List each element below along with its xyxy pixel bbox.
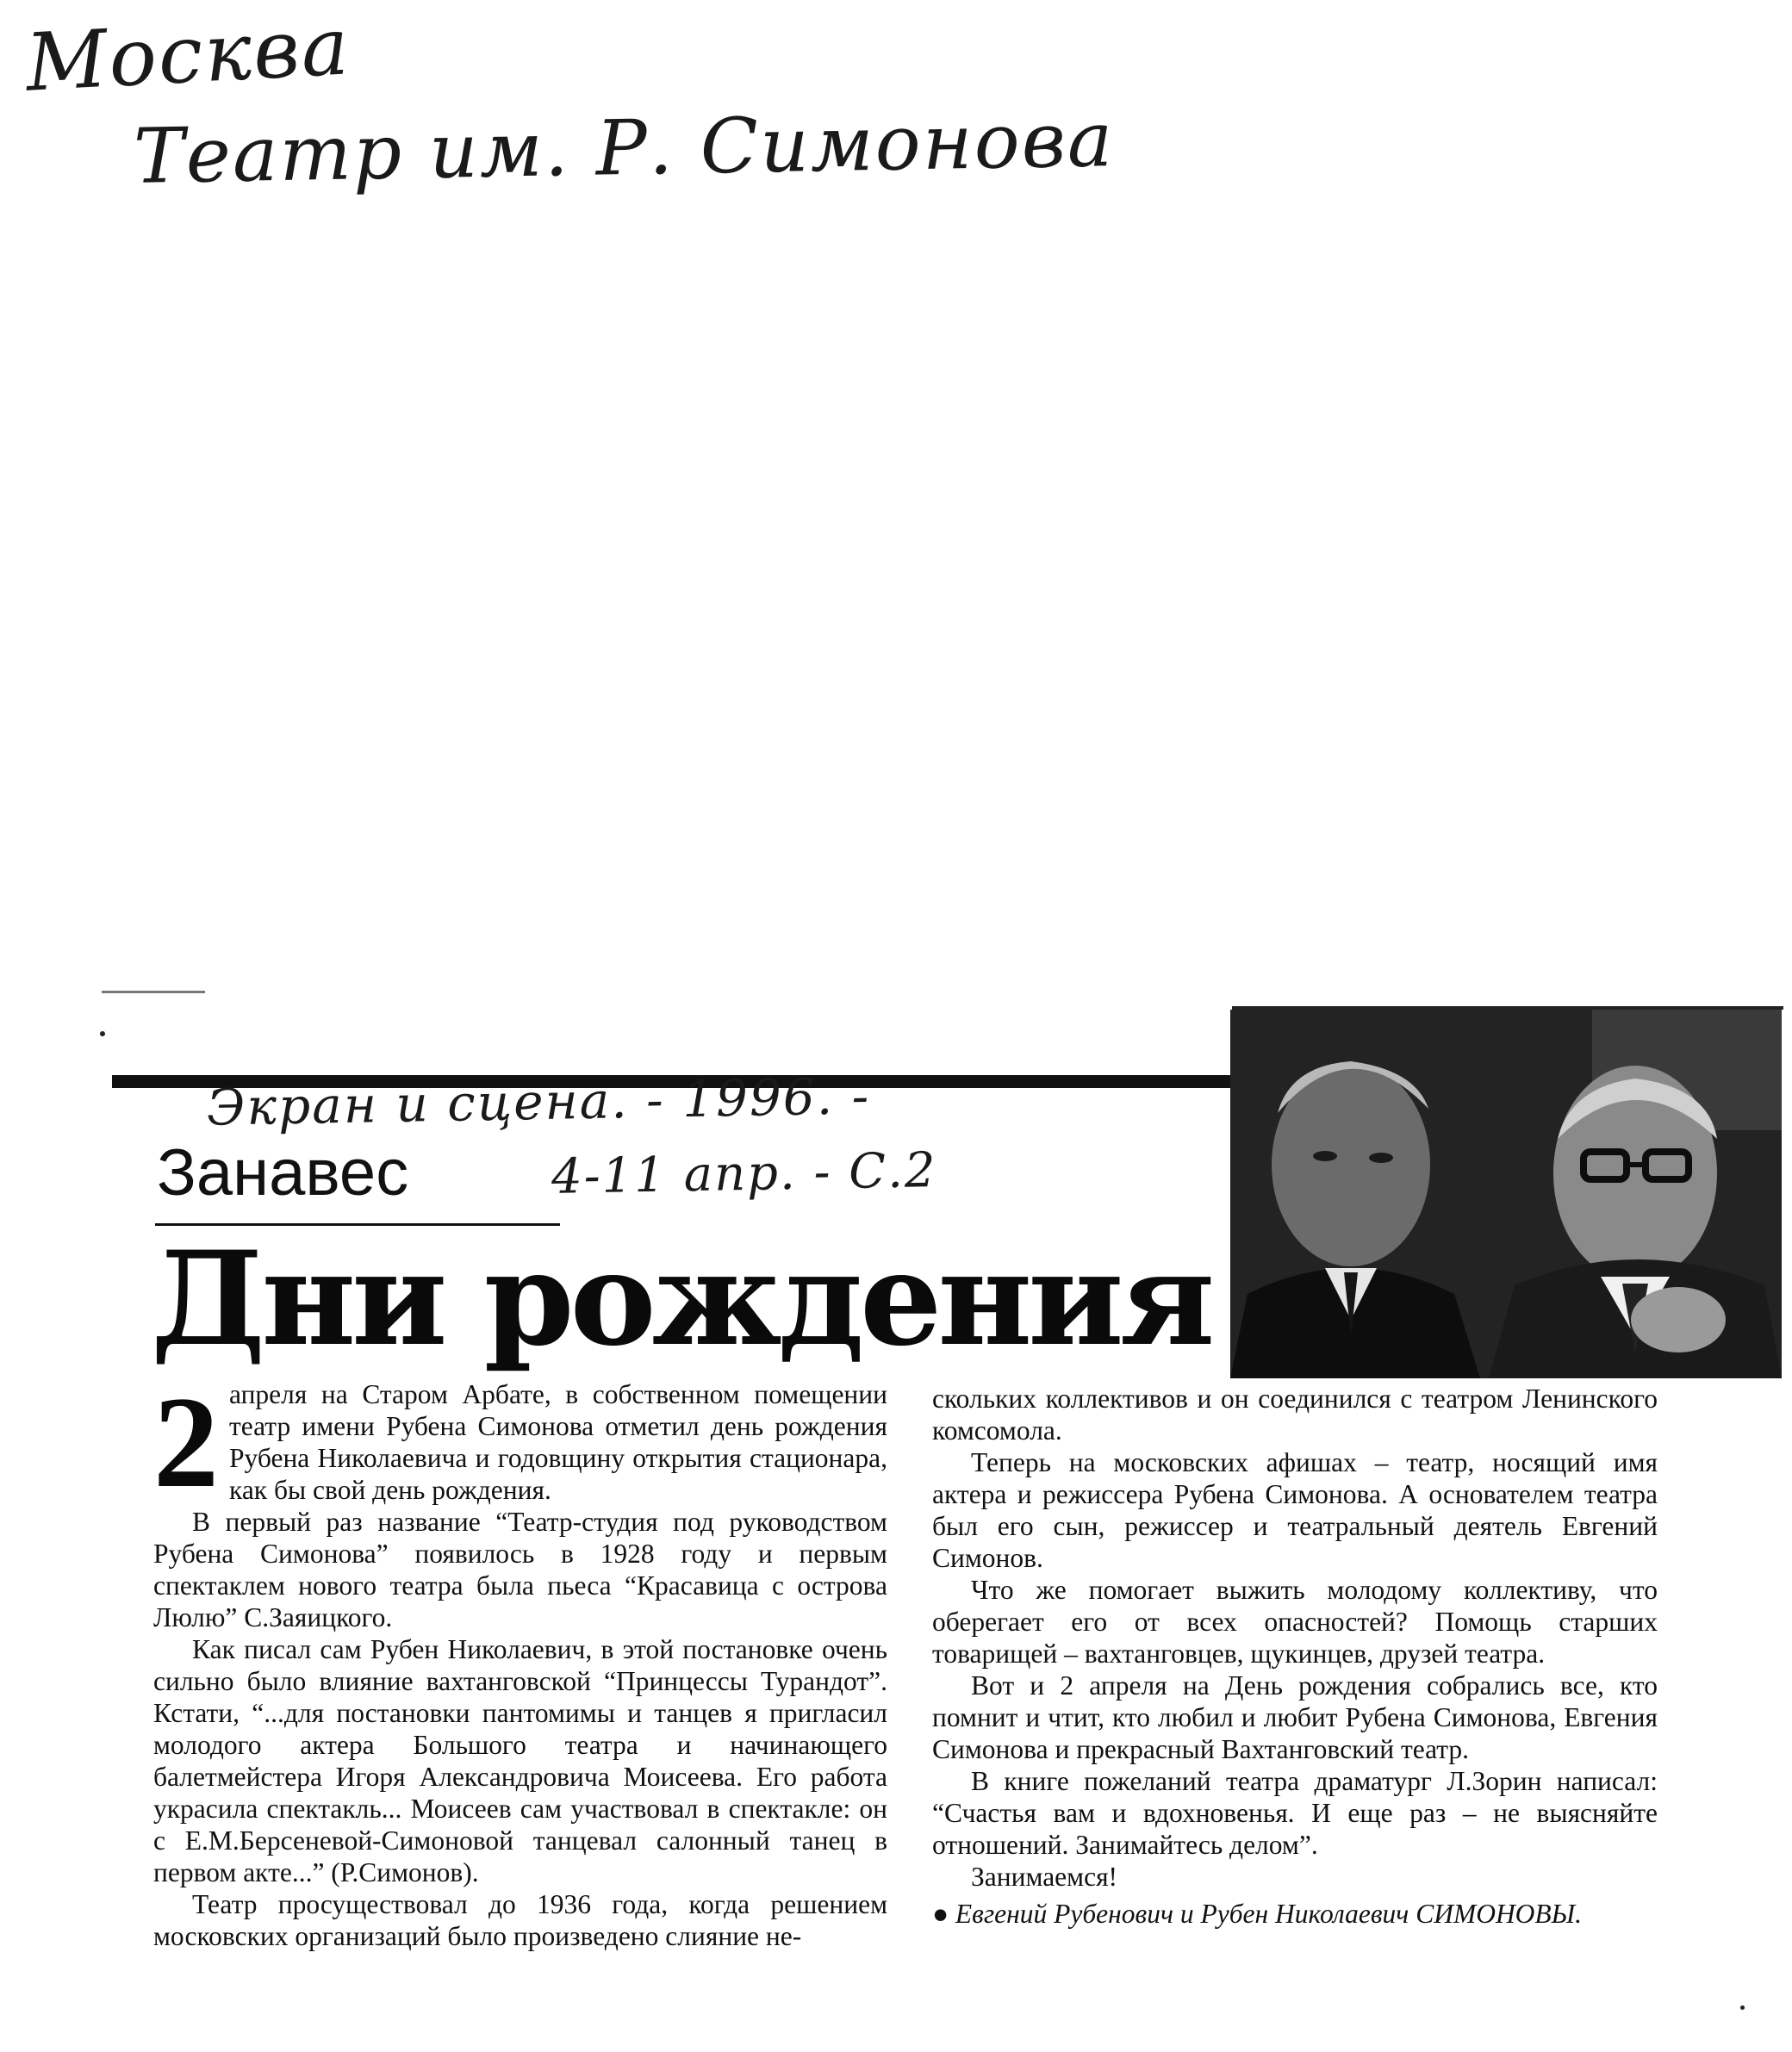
paragraph-text: апреля на Старом Арбате, в собственном помещении театр имени Рубена Симонова отметил день рождения Рубена Николаевича и годовщину открытия стационара, как бы свой день рождения. <box>229 1379 887 1505</box>
handwritten-source-note: Экран и сцена. - 1996. - <box>206 1066 871 1137</box>
article-paragraph: Как писал сам Рубен Николаевич, в этой постановке очень сильно было влияние вахтанговской “Принцессы Турандот”. Кстати, “...для постановки пантомимы и танцев я пригласил молодого актера Большого театра и начинающего балетмейстера Игоря Александровича Моисеева. Его работа украсила спектакль... Моисеев сам участвовал в спектакле: он с Е.М.Берсеневой-Симоновой танцевал салонный танец в первом акте...” (Р.Симонов). <box>153 1634 887 1887</box>
article-paragraph: скольких коллективов и он соединился с театром Ленинского комсомола. <box>932 1384 1658 1446</box>
article-paragraph: Занимаемся! <box>971 1862 1118 1892</box>
handwritten-city-note: Москва <box>23 0 352 109</box>
article-paragraph: В книге пожеланий театра драматург Л.Зорин написал: “Счастья вам и вдохновенья. И еще раз – не выясняйте отношений. Занимайтесь делом”. <box>932 1766 1658 1860</box>
scan-speck <box>100 1031 105 1036</box>
drop-cap: 2 <box>153 1370 219 1514</box>
article-paragraph: В первый раз название “Театр-студия под руководством Рубена Симонова” появилось в 1928 году и первым спектаклем нового театра была пьеса “Красавица с острова Люлю” С.Заяицкого. <box>153 1507 887 1632</box>
byline-text: Евгений Рубенович и Рубен Николаевич СИМОНОВЫ. <box>955 1899 1583 1929</box>
scrap-dash-line <box>102 991 205 993</box>
article-paragraph <box>153 1370 887 1514</box>
article-paragraph: Театр просуществовал до 1936 года, когда решением московских организаций было произведено слияние не- <box>153 1889 887 1951</box>
article-paragraph: Что же помогает выжить молодому коллективу, что оберегает его от всех опасностей? Помощь старших товарищей – вахтанговцев, щукинцев, друзей театра. <box>932 1575 1658 1669</box>
handwritten-date-note: 4-11 апр. - С.2 <box>551 1142 938 1205</box>
article-headline: Дни рождения <box>151 1223 1211 1375</box>
article-column-right <box>932 1383 1658 1930</box>
rubric-label: Занавес <box>157 1136 409 1209</box>
photo-illustration <box>1230 1010 1782 1378</box>
article-paragraph: Вот и 2 апреля на День рождения собрались все, кто помнит и чтит, кто любил и любит Рубена Симонова, Евгения Симонова и прекрасный Вахтанговский театр. <box>932 1670 1658 1764</box>
article-photo <box>1230 1010 1782 1378</box>
scan-speck <box>1740 2005 1745 2010</box>
article-column-left <box>153 1370 887 1952</box>
handwritten-theatre-note: Театр им. Р. Симонова <box>133 95 1116 201</box>
article-byline <box>932 1898 1658 1930</box>
byline-bullet-icon: ● <box>932 1899 949 1929</box>
article-paragraph: Теперь на московских афишах – театр, носящий имя актера и режиссера Рубена Симонова. А основателем театра был его сын, режиссер и театральный деятель Евгений Симонов. <box>932 1447 1658 1573</box>
